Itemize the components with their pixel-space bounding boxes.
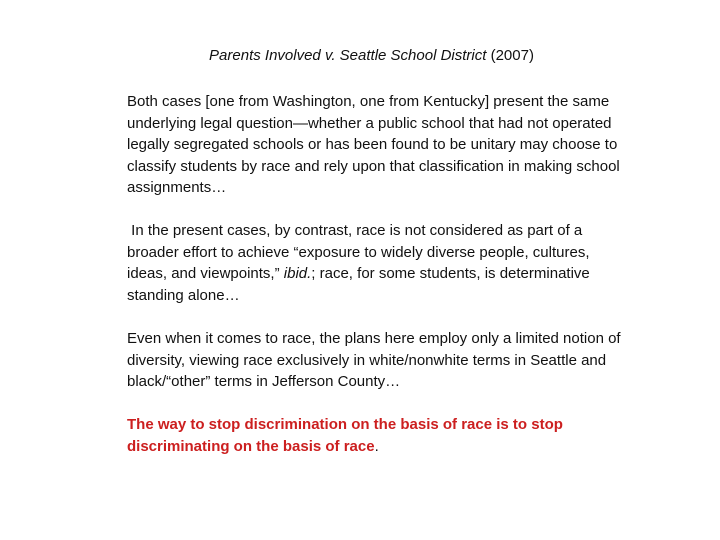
ibid-citation: ibid. — [283, 265, 312, 282]
paragraph-question: Both cases [one from Washington, one from Kentucky] present the same underlying legal question—whether a public school that had not operated legally segregated schools or has been found to be unitary may choose to classify students by race and rely upon that classification in making school assignments… — [127, 93, 620, 196]
case-year: (2007) — [486, 47, 534, 64]
slide-title — [0, 46, 720, 66]
paragraph-race-text-2: ; race, for some students, is determinative standing alone… — [127, 265, 590, 304]
paragraph-race-not-broader — [127, 220, 627, 306]
case-name: Parents Involved v. Seattle School District — [209, 47, 487, 64]
quote-text: The way to stop discrimination on the basis of race is to stop discriminating on the basis of race — [127, 416, 563, 455]
paragraph-limited-diversity: Even when it comes to race, the plans here employ only a limited notion of diversity, viewing race exclusively in white/nonwhite terms in Seattle and black/“other” terms in Jefferson County… — [127, 330, 621, 390]
quote-period: . — [374, 437, 379, 455]
paragraph-race-text-1: In the present cases, by contrast, race is not considered as part of a broader effort to achieve “exposure to widely diverse people, cultures, ideas, and viewpoints,” — [127, 222, 590, 282]
highlighted-quote — [127, 414, 627, 457]
